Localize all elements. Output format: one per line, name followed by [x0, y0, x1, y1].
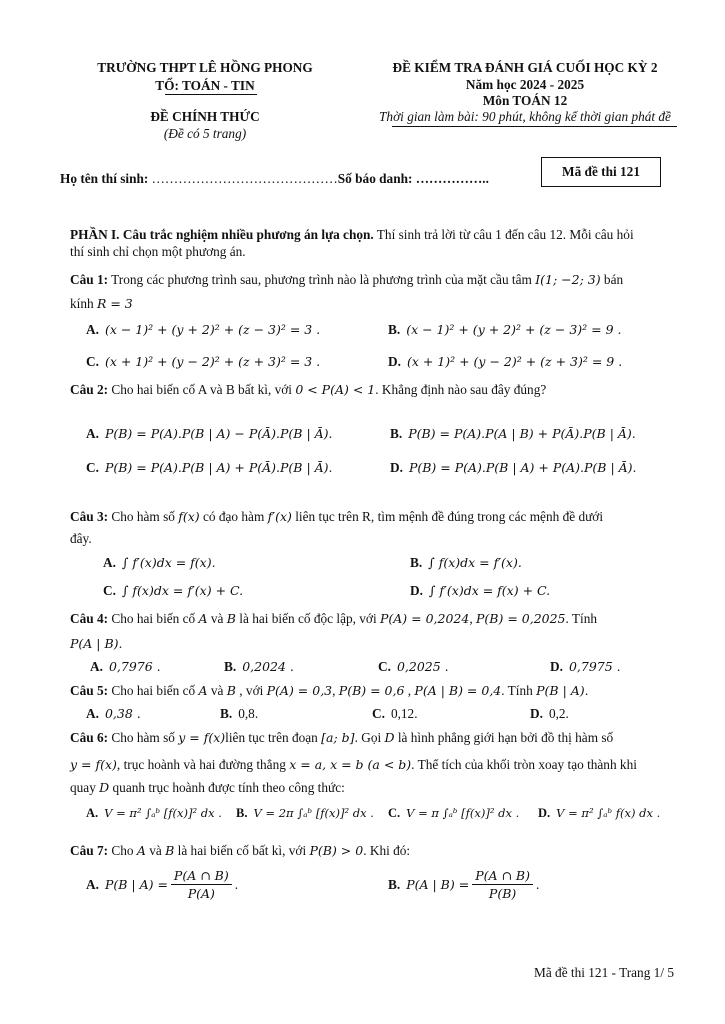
q6-fx2: y = f(x) — [70, 757, 117, 772]
option-text: ∫ f(x)dx = f′(x). — [428, 555, 522, 570]
q7-a-fraction — [171, 868, 232, 901]
q1-option-d[interactable] — [388, 354, 622, 370]
q3-option-c[interactable] — [103, 583, 243, 599]
q3-text-b: có đạo hàm — [199, 509, 268, 524]
q7-label: Câu 7: — [70, 843, 109, 858]
option-label: A. — [86, 426, 99, 441]
pages-note: (Đề có 5 trang) — [163, 126, 247, 141]
q7-text-c: . Khi đó: — [363, 843, 411, 858]
question-5: Câu 5: Cho hai biến cố A và B , với P(A) = 0,3, P(B) = 0,6 , P(A | B) = 0,4. Tính P(B | A). — [70, 683, 589, 698]
q5-option-a[interactable] — [86, 706, 141, 722]
option-label: D. — [390, 460, 403, 475]
option-text: P(B) = P(A).P(B | A) − P(Ā).P(B | Ā). — [104, 426, 333, 441]
option-text: ∫ f′(x)dx = f(x) + C. — [428, 583, 551, 598]
q5-text: Cho hai biến cố — [108, 683, 199, 698]
q3-fpx: f′(x) — [267, 509, 292, 524]
option-text: 0,38 . — [104, 706, 141, 721]
q6-text3b: quanh trục hoành được tính theo công thức: — [109, 780, 345, 795]
option-text: P(B) = P(A).P(B | A) + P(A).P(B | Ā). — [408, 460, 637, 475]
option-label: B. — [220, 706, 233, 721]
q7-b-lhs: P(A | B) = — [406, 877, 470, 892]
q1-radius: R = 3 — [96, 296, 133, 311]
q4-option-c[interactable] — [378, 659, 449, 675]
q2-text-b: . Khẳng định nào sau đây đúng? — [375, 382, 547, 397]
q7-text: Cho — [108, 843, 137, 858]
option-text: V = 2π ∫ₐᵇ [f(x)]² dx . — [253, 806, 374, 820]
q4-option-d[interactable] — [550, 659, 621, 675]
q7-option-a[interactable]: A. P(B | A) = $\frac{P(A \cap B)}{P(A)}$ . — [86, 868, 239, 901]
q4-text-c: . Tính — [565, 611, 598, 626]
q4-text-b: là hai biến cố độc lập, với — [235, 611, 380, 626]
q6-line2 — [70, 756, 637, 774]
option-text: (x + 1)² + (y − 2)² + (z + 3)² = 9 . — [406, 354, 623, 369]
option-text: V = π² ∫ₐᵇ [f(x)]² dx . — [104, 806, 222, 820]
name-dots: …………………………………… — [148, 171, 338, 186]
q6-region: D — [384, 730, 395, 745]
q5-event-b: B — [226, 683, 236, 698]
q7-event-b: B — [165, 843, 175, 858]
q5-pab: P(A | B) = 0,4 — [414, 683, 502, 698]
candidate-line — [60, 170, 489, 188]
q6-lines: x = a, x = b (a < b) — [289, 757, 412, 772]
q4-ask — [70, 635, 123, 653]
option-label: A. — [103, 555, 116, 570]
q5-pa: P(A) = 0,3 — [266, 683, 333, 698]
time-note: Thời gian làm bài: 90 phút, không kể thời gian phát đề — [379, 109, 671, 124]
q2-condition: 0 < P(A) < 1 — [295, 382, 376, 397]
q4-text: Cho hai biến cố — [108, 611, 199, 626]
q5-and: và — [207, 683, 227, 698]
id-dots: …………….. — [412, 171, 489, 186]
q5-text-b: , với — [235, 683, 267, 698]
department-text: TỔ: TOÁN - TIN — [155, 78, 255, 93]
school-name: TRƯỜNG THPT LÊ HỒNG PHONG — [97, 60, 313, 75]
option-text: V = π² ∫ₐᵇ f(x) dx . — [556, 806, 661, 820]
q4-event-b: B — [226, 611, 236, 626]
q6-option-a[interactable] — [86, 806, 222, 821]
q7-b-fraction — [472, 868, 533, 901]
q2-text: Cho hai biến cố A và B bất kì, với — [108, 382, 296, 397]
school-year: Năm học 2024 - 2025 — [465, 77, 585, 92]
option-label: B. — [236, 806, 248, 820]
q7-b-denominator: P(B) — [488, 886, 517, 901]
q2-option-c[interactable] — [86, 460, 333, 476]
option-label: C. — [372, 706, 385, 721]
q6-region2: D — [99, 780, 110, 795]
q3-line2: đây. — [70, 531, 92, 546]
q5-option-c[interactable] — [372, 706, 418, 722]
option-label: A. — [86, 806, 99, 820]
question-7 — [70, 842, 410, 860]
option-text: (x + 1)² + (y − 2)² + (z + 3)² = 3 . — [104, 354, 321, 369]
q1-option-c[interactable] — [86, 354, 320, 370]
q1-text2: kính — [70, 296, 97, 311]
q7-text-b: là hai biến cố bất kì, với — [174, 843, 310, 858]
q6-text-b: liên tục trên đoạn — [225, 730, 322, 745]
option-text: 0,8. — [238, 706, 259, 721]
q4-comma: , — [469, 611, 476, 626]
q5-text-c: . Tính — [501, 683, 537, 698]
q5-option-d[interactable] — [530, 706, 569, 722]
q5-option-b[interactable] — [220, 706, 258, 722]
option-text: ∫ f′(x)dx = f(x). — [121, 555, 216, 570]
q1-text: Trong các phương trình sau, phương trình nào là phương trình của mặt cầu tâm — [108, 272, 536, 287]
q6-text2: , trục hoành và hai đường thẳng — [116, 757, 290, 772]
q7-a-lhs: P(B | A) = — [104, 877, 168, 892]
option-label: B. — [388, 322, 401, 337]
option-label: A. — [86, 706, 99, 721]
option-text: ∫ f(x)dx = f′(x) + C. — [121, 583, 244, 598]
option-label: D. — [388, 354, 401, 369]
part1-line1: Thí sinh trả lời từ câu 1 đến câu 12. Mỗi câu hỏi — [373, 227, 634, 242]
q4-option-a[interactable] — [90, 659, 161, 675]
q6-text-c: . Gọi — [354, 730, 385, 745]
q5-pb: P(B) = 0,6 — [338, 683, 405, 698]
option-text: 0,7976 . — [108, 659, 161, 674]
q7-event-a: A — [136, 843, 146, 858]
q6-label: Câu 6: — [70, 730, 109, 745]
option-text: (x − 1)² + (y + 2)² + (z − 3)² = 3 . — [104, 322, 321, 337]
option-label: A. — [86, 876, 99, 892]
option-label: B. — [388, 876, 401, 892]
question-4 — [70, 610, 597, 628]
q4-label: Câu 4: — [70, 611, 109, 626]
option-label: B. — [390, 426, 403, 441]
option-label: C. — [378, 659, 391, 674]
department — [60, 78, 350, 94]
option-label: C. — [103, 583, 116, 598]
option-label: C. — [86, 354, 99, 369]
option-label: A. — [86, 322, 99, 337]
q3-label: Câu 3: — [70, 509, 109, 524]
question-3 — [70, 508, 603, 526]
option-label: D. — [550, 659, 563, 674]
q7-option-b[interactable]: B. P(A | B) = $\frac{P(A \cap B)}{P(B)}$ . — [388, 868, 540, 901]
subject: Môn TOÁN 12 — [482, 93, 568, 108]
option-text: (x − 1)² + (y + 2)² + (z − 3)² = 9 . — [406, 322, 622, 337]
part1-title: PHẦN I. Câu trắc nghiệm nhiều phương án lựa chọn. — [70, 227, 374, 242]
option-text: P(B) = P(A).P(A | B) + P(Ā).P(B | Ā). — [408, 426, 636, 441]
q3-fx: f(x) — [178, 509, 200, 524]
part1-line2: thí sinh chỉ chọn một phương án. — [70, 244, 246, 259]
option-label: D. — [410, 583, 423, 598]
question-1 — [70, 271, 623, 289]
question-2 — [70, 381, 546, 399]
official-label: ĐỀ CHÍNH THỨC — [150, 109, 260, 124]
q5-label: Câu 5: — [70, 683, 109, 698]
q5-ask: P(B | A). — [536, 683, 589, 698]
q1-option-a[interactable] — [86, 322, 320, 338]
q6-interval: [a; b] — [321, 730, 355, 745]
option-label: D. — [530, 706, 543, 721]
q6-option-c[interactable] — [388, 806, 519, 821]
exam-title: ĐỀ KIỂM TRA ĐÁNH GIÁ CUỐI HỌC KỲ 2 — [392, 60, 658, 75]
q3-option-b[interactable] — [410, 555, 522, 571]
q6-option-b[interactable] — [236, 806, 374, 821]
q6-option-d[interactable] — [538, 806, 660, 821]
q2-option-a[interactable] — [86, 426, 333, 442]
q7-a-denominator: P(A) — [187, 886, 215, 901]
page-footer: Mã đề thi 121 - Trang 1/ 5 — [534, 965, 674, 980]
q4-pb: P(B) = 0,2025 — [476, 611, 566, 626]
q3-text: Cho hàm số — [108, 509, 179, 524]
option-label: B. — [410, 555, 423, 570]
q4-pa: P(A) = 0,2024 — [379, 611, 470, 626]
part1-instructions — [70, 226, 634, 244]
q1-option-b[interactable] — [388, 322, 621, 338]
q5-event-a: A — [198, 683, 208, 698]
department-underline — [165, 94, 257, 95]
option-text: 0,2025 . — [396, 659, 449, 674]
q6-text2-b: . Thể tích của khối tròn xoay tạo thành khi — [411, 757, 637, 772]
q7-b-numerator: P(A ∩ B) — [472, 868, 533, 885]
q3-option-d[interactable] — [410, 583, 550, 599]
id-label: Số báo danh: — [337, 171, 413, 186]
q6-line3 — [70, 779, 345, 797]
q1-label: Câu 1: — [70, 272, 109, 287]
option-text: 0,7975 . — [568, 659, 621, 674]
q3-option-a[interactable] — [103, 555, 216, 571]
option-label: A. — [90, 659, 103, 674]
q7-condition: P(B) > 0 — [309, 843, 364, 858]
time-underline — [392, 126, 677, 127]
q6-text: Cho hàm số — [108, 730, 179, 745]
exam-code-box — [541, 157, 661, 187]
q6-text-d: là hình phẳng giới hạn bởi đồ thị hàm số — [394, 730, 614, 745]
name-label: Họ tên thí sinh: — [60, 171, 149, 186]
q7-and: và — [145, 843, 166, 858]
q3-text-c: liên tục trên R, tìm mệnh đề đúng trong các mệnh đề dưới — [291, 509, 604, 524]
option-label: C. — [86, 460, 99, 475]
option-text: P(B) = P(A).P(B | A) + P(Ā).P(B | Ā). — [104, 460, 333, 475]
option-text: V = π ∫ₐᵇ [f(x)]² dx . — [406, 806, 520, 820]
option-label: B. — [224, 659, 237, 674]
q1-text-b: bán — [600, 272, 624, 287]
q4-and: và — [207, 611, 227, 626]
question-6 — [70, 729, 613, 747]
q1-center: I(1; −2; 3) — [535, 272, 601, 287]
option-label: C. — [388, 806, 401, 820]
q2-option-d[interactable] — [390, 460, 637, 476]
q7-a-numerator: P(A ∩ B) — [171, 868, 232, 885]
q4-event-a: A — [198, 611, 208, 626]
option-text: 0,12. — [390, 706, 418, 721]
q4-option-b[interactable] — [224, 659, 294, 675]
q6-text3a: quay — [70, 780, 100, 795]
option-text: 0,2024 . — [242, 659, 294, 674]
exam-code: Mã đề thi 121 — [562, 164, 640, 179]
option-text: 0,2. — [548, 706, 569, 721]
q2-label: Câu 2: — [70, 382, 109, 397]
q4-ask-expr: P(A | B). — [70, 636, 123, 651]
q1-line2 — [70, 295, 133, 313]
q2-option-b[interactable] — [390, 426, 636, 442]
q6-fx: y = f(x) — [178, 730, 226, 745]
option-label: D. — [538, 806, 551, 820]
